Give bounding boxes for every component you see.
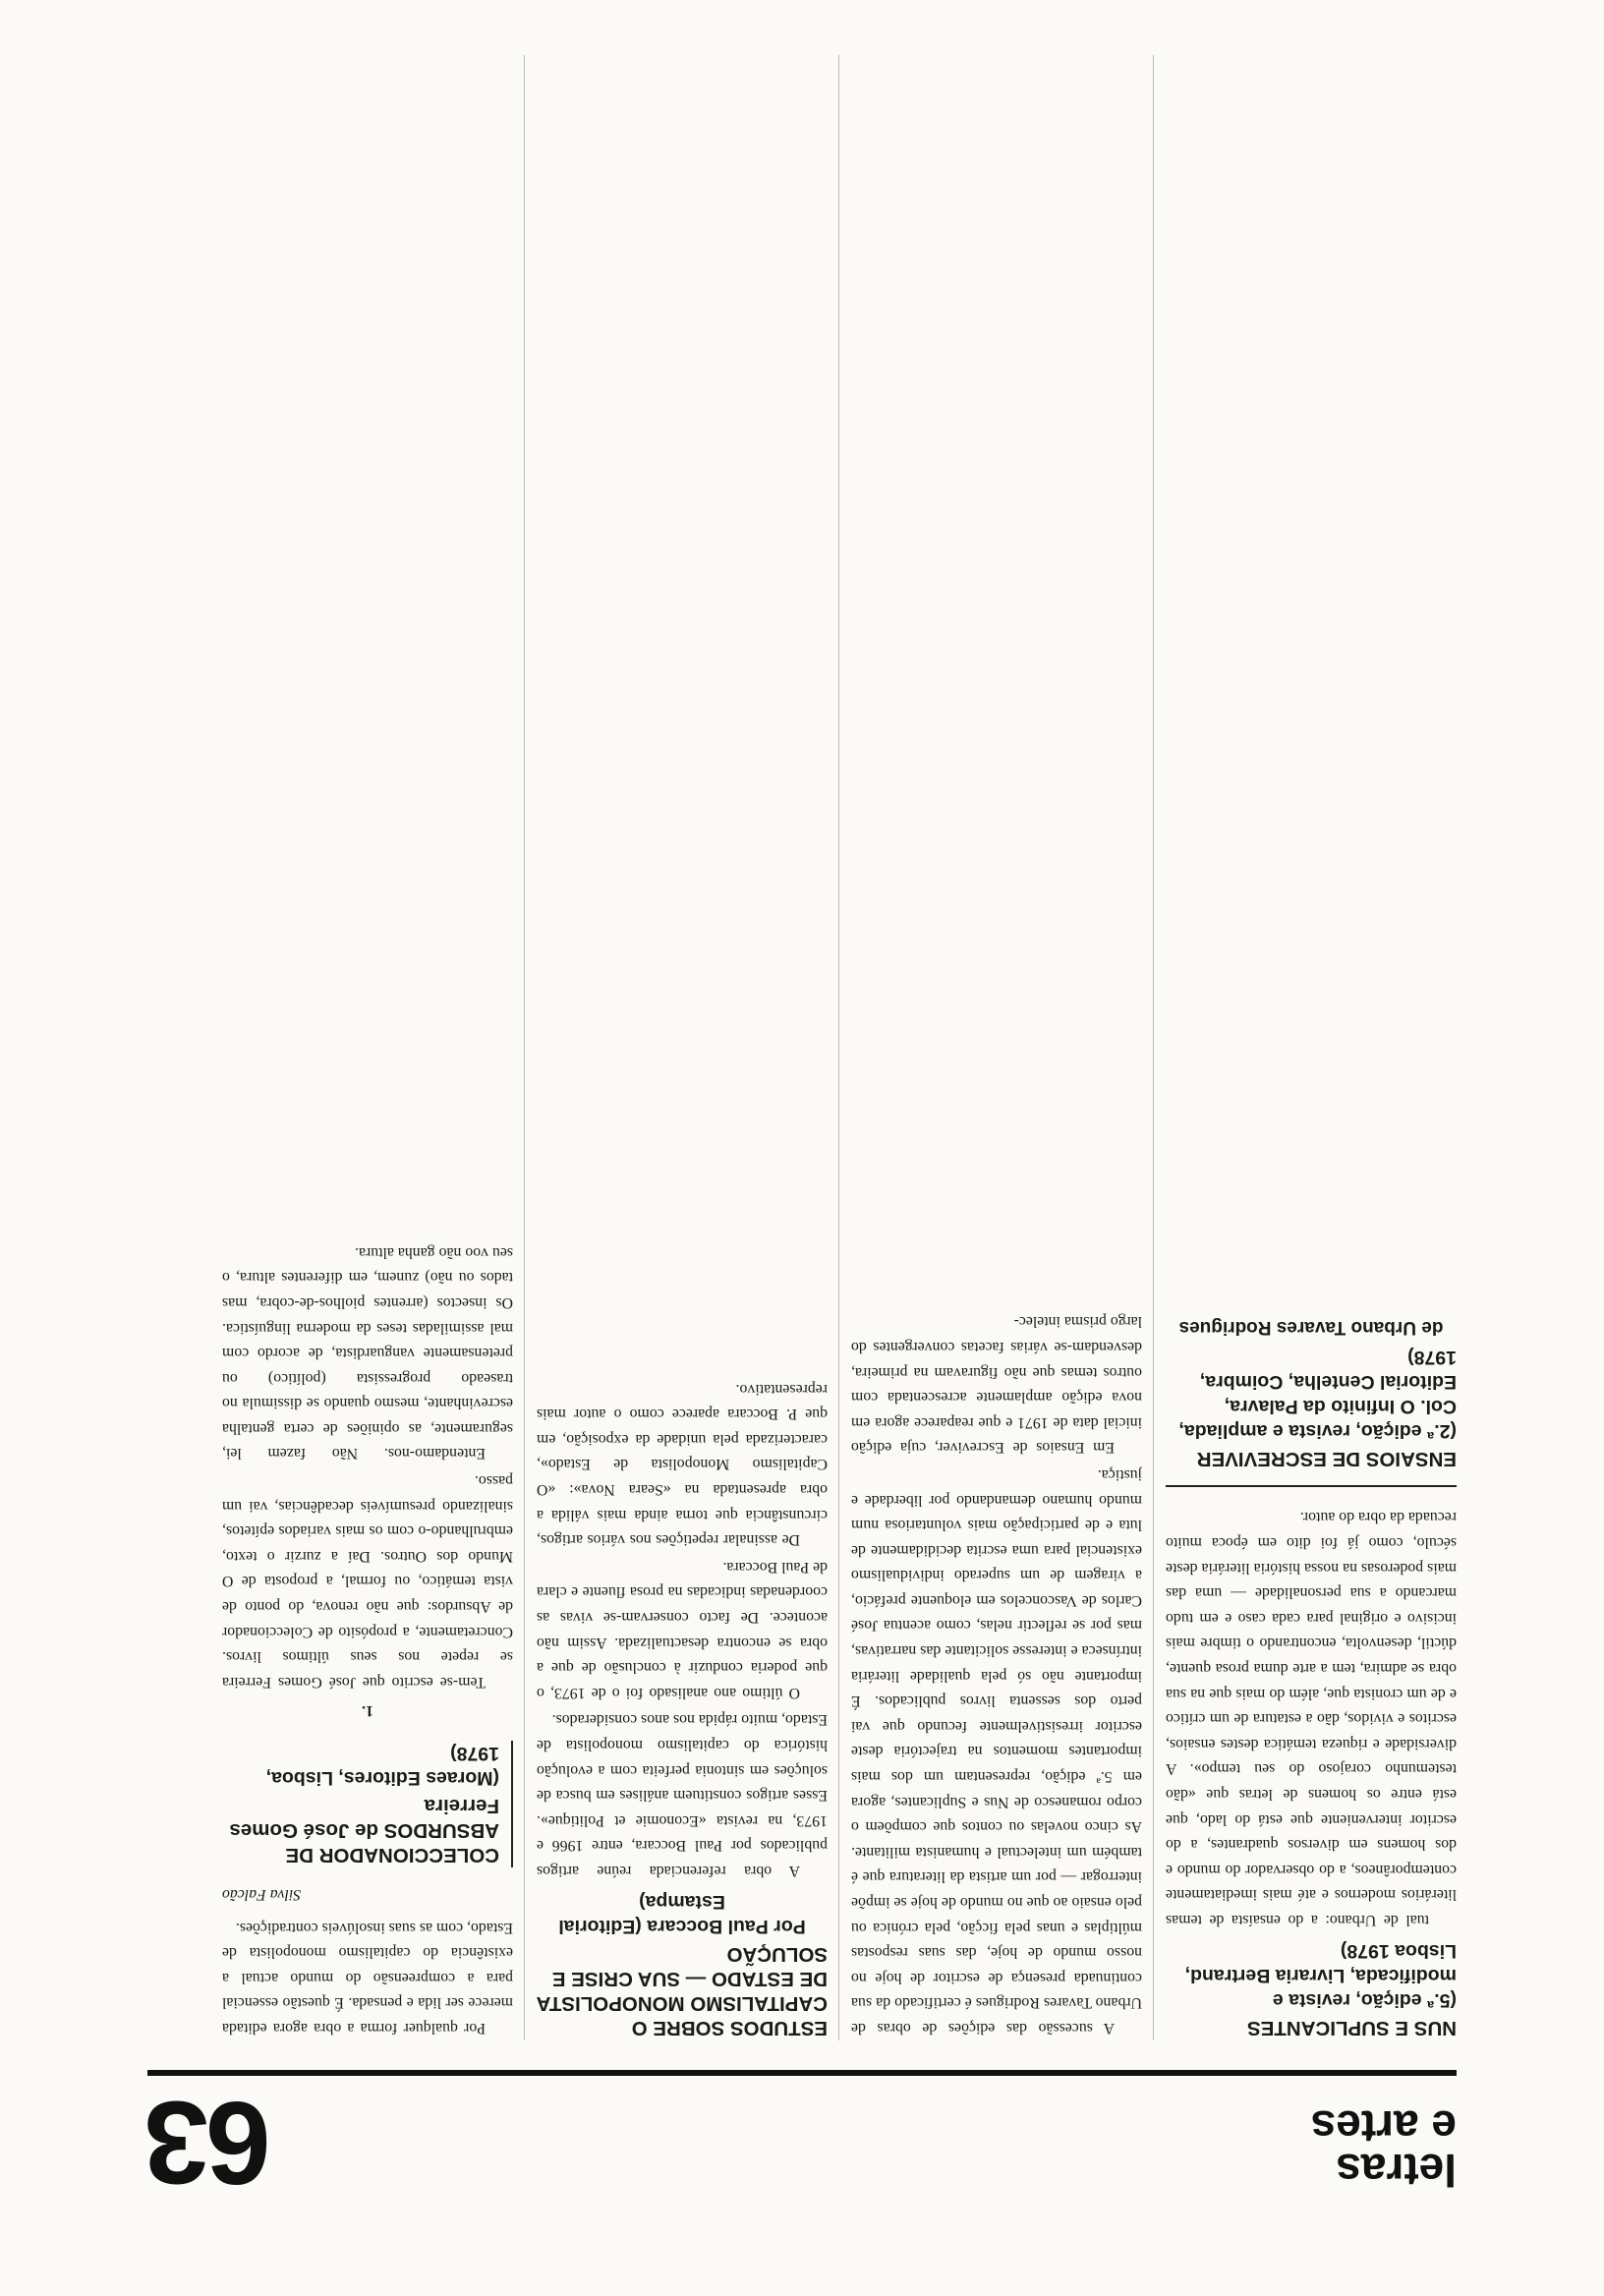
review-publication-info: (5.ª edição, revista e modificada, Livraria Bertrand, Lisboa 1978)	[1184, 1940, 1457, 2011]
review-body-paragraph: Em Ensaios de Escreviver, cuja edição inicial data de 1971 e que reaparece agora em nova edição amplamente acrescentada com outros temas que não figuravam na primeira, desvendam-se várias facetas convergentes do largo prisma intelec-	[851, 1313, 1142, 1457]
review-title: COLECCIONADOR DE ABSURDOS de José Gomes Ferreira	[229, 1795, 499, 1867]
review-title: ENSAIOS DE ESCREVIVER	[1196, 1447, 1457, 1470]
review-publication-info: (2.ª edição, revista e ampliada, Col. O Infinito da Palavra, Editorial Centelha, Coimbra, 1978)	[1178, 1346, 1457, 1442]
review-publication-info: Por Paul Boccara (Editorial Estampa)	[558, 1891, 806, 1937]
review-body-paragraph: Entendamo-nos. Não fazem lei, seguramente, as opiniões de certa gentalha escrevinhante, mesmo quando se dissimula no traseado progressista (político) ou pretensamente vanguardista, de acordo com mal assimiladas teses da moderna linguística. Os insectos (arrentes piolhos-de-cobra, mas tados ou não) zunem, em diferentes altura, o seu voo não ganha altura.	[222, 1243, 513, 1463]
review-title: NUS E SUPLICANTES	[1247, 2017, 1457, 2039]
review-estudos-capitalismo	[537, 1376, 828, 2040]
review-body-paragraph: tual de Urbano: a do ensaísta de temas literários modernos e até mais imediatamente contemporâneos, a do observador do mundo e dos homens em diversos quadrantes, a do escritor interveniente que está do lado, que está entre os homens de letras que «dão testemunho corajoso do seu tempo». A diversidade e riqueza temática destes ensaios, escritos e vividos, dão a estatura de um crítico e de um cronista que, além do mais que na sua obra se admira, tem a arte duma prosa quente, dúctil, desenvolta, encontrando o timbre mais incisivo e original para cada caso e em tudo marcando a sua personalidade — uma das mais poderosas na nossa história literária deste século, como já foi dito em época muito recuada da obra do autor.	[1166, 1509, 1457, 1928]
review-body-paragraph: A obra referenciada reúne artigos publicados por Paul Boccara, entre 1966 e 1973, na revista «Economie et Politique». Esses artigos constituem análises em busca de soluções em sintonia perfeita com a evolução histórica do capitalismo monopolista de Estado, muito rápida nos anos considerados.	[537, 1711, 828, 1879]
review-publication-info: (Moraes Editores, Lisboa, 1978)	[265, 1743, 499, 1790]
column-divider	[524, 55, 525, 2040]
review-body-paragraph: Tem-se escrito que José Gomes Ferreira se repete nos seus últimos livros. Concretamente, a propósito de Coleccionador de Absurdos: que não renova, do ponto de vista temático, ou formal, a proposta de O Mundo dos Outros. Daí a zurzir o texto, embrulhando-o com os mais variados epítetos, sinalizando presumíveis decadências, vai um passo.	[222, 1472, 513, 1691]
column-2	[851, 35, 1142, 2040]
section-title-line2: e artes	[1310, 2101, 1457, 2152]
review-signature: Silva Falcão	[222, 1886, 302, 1904]
review-author: de Urbano Tavares Rodrigues	[1178, 1316, 1444, 1338]
page-number: 63	[147, 2077, 271, 2209]
column-1	[1166, 35, 1457, 2040]
column-4	[222, 35, 513, 2040]
review-title: ESTUDOS SOBRE O CAPITALISMO MONOPOLISTA DE ESTADO — SUA CRISE E SOLUÇÃO	[537, 1943, 828, 2039]
section-number: 1.	[362, 1702, 373, 1720]
masthead-rule	[147, 2070, 1457, 2076]
review-body-paragraph: Por qualquer forma a obra agora editada merece ser lida e pensada. É questão essencial para a compreensão do mundo actual a existência do capitalismo monopolista de Estado, com as suas insolúveis contradições.	[222, 1919, 513, 2037]
section-title	[1310, 2101, 1457, 2196]
review-nus-e-suplicantes	[1166, 1505, 1457, 2040]
review-body-paragraph: A sucessão das edições de obras de Urbano Tavares Rodrigues é certificado da sua continuada presença de escritor de hoje no nosso mundo de hoje, das suas respostas múltiplas e unas pela ficção, pela crónica ou pelo ensaio ao que no mundo de hoje se impõe interrogar — por um artista da literatura que é também um intelectual e humanista militante. As cinco novelas ou contos que compõem o corpo romanesco de Nus e Suplicantes, agora em 5.ª edição, representam um dos mais importantes momentos na trajectória deste escritor irresistivelmente fecundo que vai perto dos sessenta livros publicados. É importante não só pela qualidade literária intrínseca e interesse solicitante das narrativas, mas por se reflectir nelas, como acentua José Carlos de Vasconcelos em eloquente prefácio, a viragem de um superado individualismo existencial para uma escrita decididamente de luta e de participação mais voluntariosa num mundo humano demandando por liberdade e justiça.	[851, 1465, 1142, 2037]
review-ensaios-de-escreviver	[1166, 1315, 1457, 1471]
column-3	[537, 35, 828, 2040]
section-title-line1: letras	[1336, 2145, 1457, 2196]
column-divider	[1153, 55, 1154, 2040]
review-body-paragraph: O último ano analisado foi o de 1973, o que poderia conduzir à conclusão de que a obra se encontra desactualizada. Assim não acontece. De facto conservam-se vivas as coordenadas indicadas na prosa fluente e clara de Paul Boccara.	[537, 1558, 828, 1701]
review-coleccionador-de-absurdos	[222, 1741, 513, 1867]
masthead	[147, 2074, 1457, 2209]
review-body-paragraph: De assinalar repetições nos vários artigos, circunstância que torna ainda mais válida a obra apresentada na «Seara Nova»: «O Capitalismo Monopolista de Estado», caracterizada pela unidade da exposição, em que P. Boccara aparece como o autor mais representativo.	[537, 1380, 828, 1549]
divider-rule	[1166, 1485, 1457, 1487]
column-divider	[838, 55, 839, 2040]
